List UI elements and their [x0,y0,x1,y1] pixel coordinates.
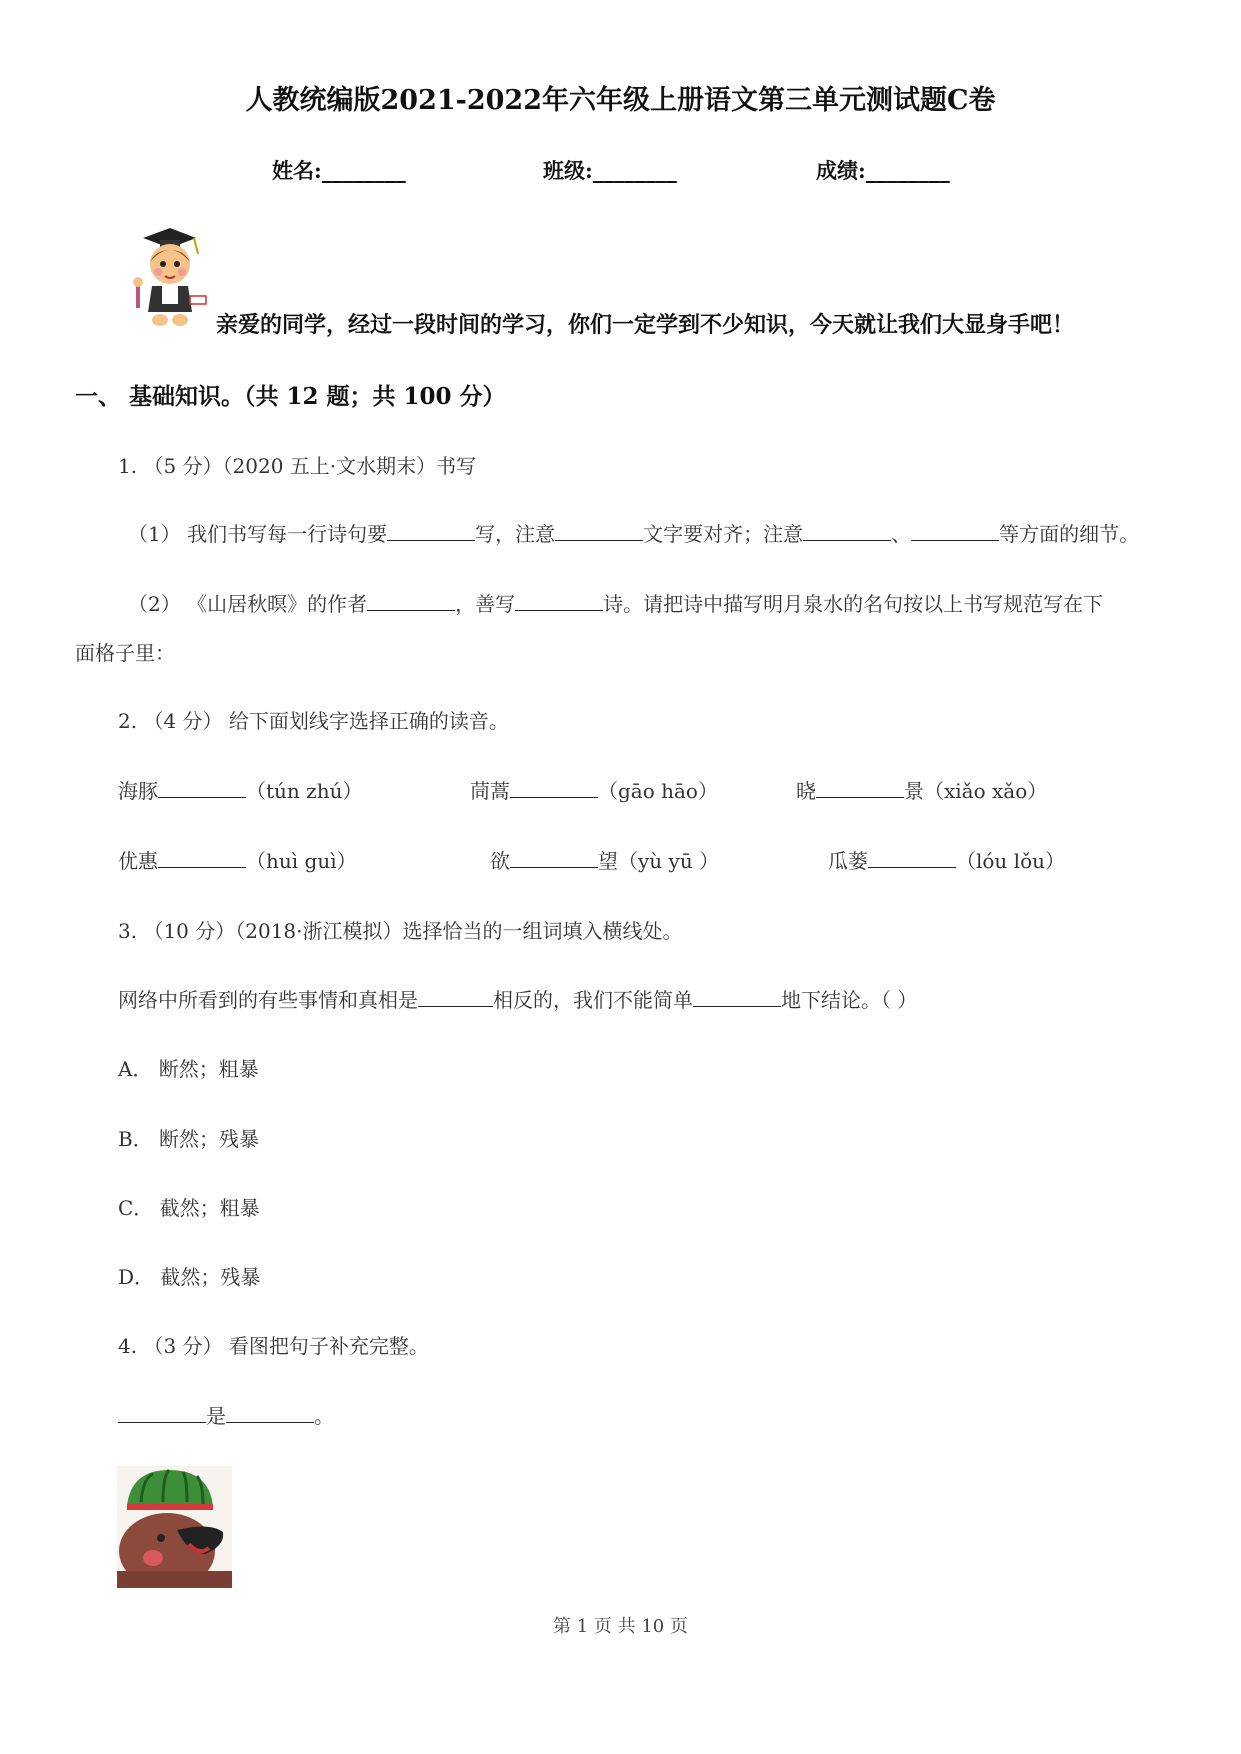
pinyin-options: （gāo hāo） [598,779,718,803]
pinyin-item [828,845,1065,874]
answer-blank[interactable] [911,520,999,541]
answer-blank[interactable] [158,847,246,868]
answer-blank[interactable] [868,847,956,868]
question-1-header: 1. （5 分）（2020 五上·文水期末）书写 [118,454,477,478]
page-footer: 第 1 页 共 10 页 [553,1616,688,1637]
pinyin-item [118,775,362,804]
answer-blank[interactable] [367,590,455,611]
pinyin-options: （huì guì） [246,849,357,873]
q4-stem-text: 。 [314,1404,334,1428]
option-a[interactable]: A． 断然；粗暴 [118,1057,259,1081]
answer-blank[interactable] [118,1402,206,1423]
pinyin-word: 瓜蒌 [828,849,868,873]
question-1-part-2-continued: 面格子里： [75,641,175,665]
option-b[interactable]: B． 断然；残暴 [118,1127,260,1151]
q1-p2-text: （2） 《山居秋暝》的作者 [128,592,368,616]
pinyin-word: 欲 [490,849,510,873]
pinyin-options: （tún zhú） [246,779,363,803]
pinyin-item [796,775,1047,804]
answer-blank[interactable] [226,1402,314,1423]
pinyin-options: （yù yū ） [618,849,720,873]
pinyin-word-suffix: 景 [904,779,924,803]
q1-p1-text: 等方面的细节。 [999,522,1140,546]
question-1-part-2 [128,588,1103,617]
option-c[interactable]: C． 截然；粗暴 [118,1196,260,1220]
class-field-label: 班级:________ [543,158,677,183]
watermelon-bear-picture-icon [117,1466,232,1588]
question-3-stem [118,984,917,1013]
pinyin-word-suffix: 望 [598,849,618,873]
question-3-header: 3. （10 分）（2018·浙江模拟）选择恰当的一组词填入横线处。 [118,919,683,943]
name-field-label: 姓名:________ [272,158,406,183]
answer-blank[interactable] [515,590,603,611]
answer-blank[interactable] [816,777,904,798]
question-1-part-1 [128,518,1139,547]
pinyin-item [490,845,719,874]
section-heading: 一、 基础知识。（共 12 题；共 100 分） [75,383,506,410]
pinyin-word: 茼蒿 [470,779,510,803]
answer-blank[interactable] [555,520,643,541]
answer-blank[interactable] [418,986,493,1007]
q1-p1-text: 、 [891,522,912,546]
q1-p2-text: ，善写 [455,592,516,616]
answer-blank[interactable] [693,986,781,1007]
q1-p1-text: 写，注意 [475,522,556,546]
answer-blank[interactable] [510,847,598,868]
document-title: 人教统编版2021-2022年六年级上册语文第三单元测试题C卷 [245,85,996,116]
q3-stem-text: 网络中所看到的有些事情和真相是 [118,988,418,1012]
q1-p2-text: 诗。请把诗中描写明月泉水的名句按以上书写规范写在下 [603,592,1104,616]
pinyin-item [470,775,718,804]
answer-blank[interactable] [158,777,246,798]
pinyin-word: 优惠 [118,849,158,873]
question-4-stem [118,1400,334,1429]
q4-stem-text: 是 [206,1404,226,1428]
answer-blank[interactable] [510,777,598,798]
pinyin-options: （xiǎo xǎo） [924,779,1048,803]
option-d[interactable]: D． 截然；残暴 [118,1265,261,1289]
pinyin-item [118,845,357,874]
score-field-label: 成绩:________ [816,158,950,183]
graduate-mascot-icon [118,220,208,330]
greeting-text: 亲爱的同学，经过一段时间的学习，你们一定学到不少知识，今天就让我们大显身手吧！ [216,312,1075,338]
pinyin-word: 晓 [796,779,816,803]
answer-blank[interactable] [387,520,475,541]
pinyin-word: 海豚 [118,779,158,803]
q1-p1-text: （1） 我们书写每一行诗句要 [128,522,388,546]
question-4-header: 4. （3 分） 看图把句子补充完整。 [118,1334,429,1358]
q3-stem-text: 地下结论。（ ） [781,988,918,1012]
pinyin-options: （lóu lǒu） [956,849,1065,873]
answer-blank[interactable] [803,520,891,541]
q1-p1-text: 文字要对齐；注意 [643,522,804,546]
question-2-header: 2. （4 分） 给下面划线字选择正确的读音。 [118,709,509,733]
q3-stem-text: 相反的，我们不能简单 [493,988,693,1012]
